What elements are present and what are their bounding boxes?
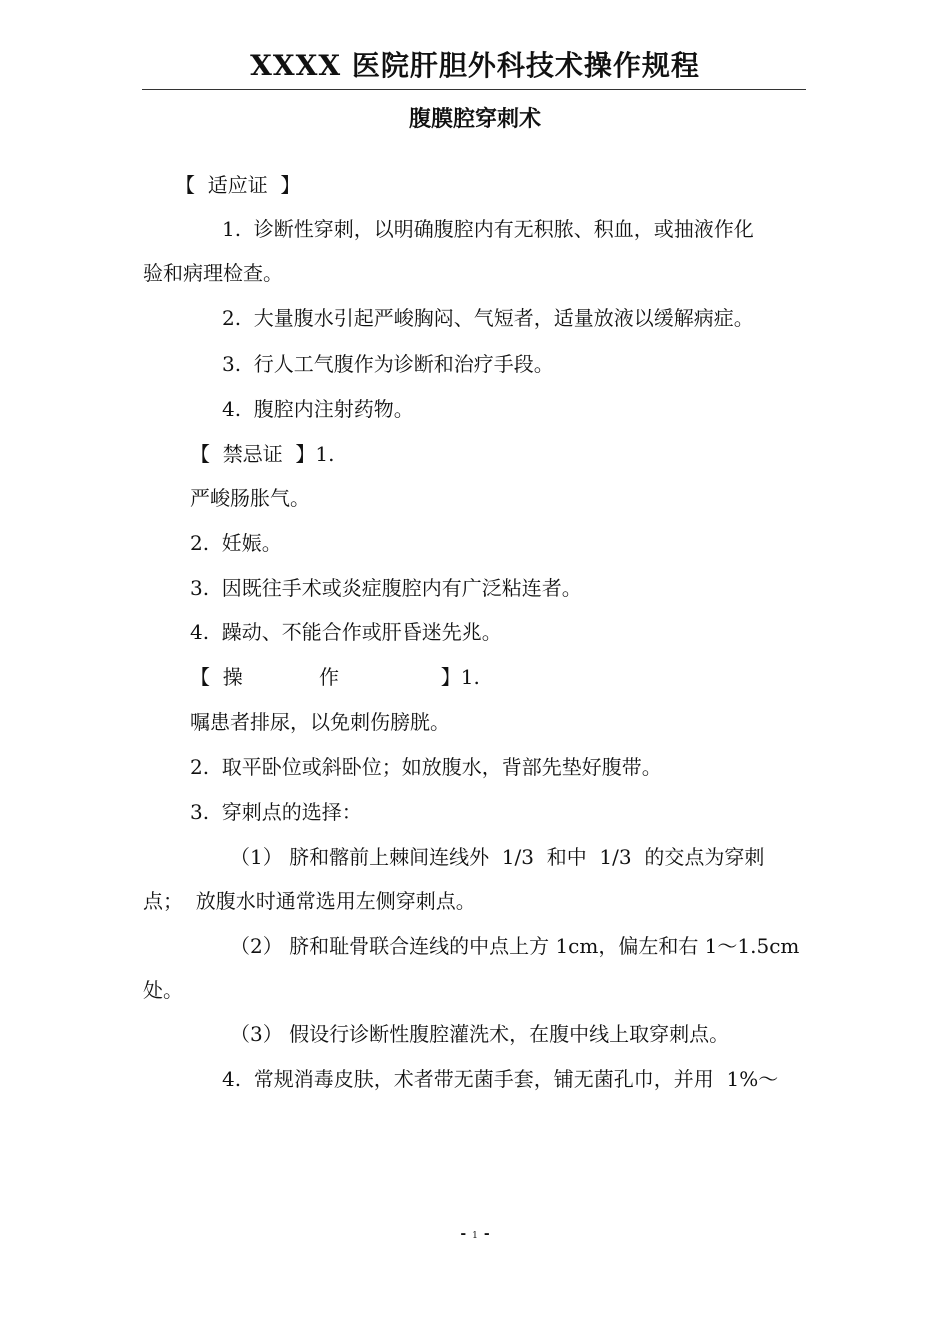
page-footer — [0, 1226, 950, 1242]
indication-item-1-continued: 验和病理检查。 — [143, 261, 283, 285]
indication-item-1: 1. 诊断性穿刺，以明确腹腔内有无积脓、积血，或抽液作化 — [222, 217, 754, 241]
section-heading-contraindications: 【 禁忌证 】1. — [190, 442, 335, 466]
section-heading-indications: 【 适应证 】 — [175, 173, 301, 197]
contraindication-item-2: 2. 妊娠。 — [190, 531, 282, 555]
footer-dash-right: - — [483, 1226, 490, 1242]
footer-dash-left: - — [460, 1226, 467, 1242]
document-title: 腹膜腔穿刺术 — [408, 106, 541, 132]
indication-item-2: 2. 大量腹水引起严峻胸闷、气短者，适量放液以缓解病症。 — [222, 306, 754, 330]
contraindication-item-3: 3. 因既往手术或炎症腹腔内有广泛粘连者。 — [190, 576, 582, 600]
procedure-item-2: 2. 取平卧位或斜卧位；如放腹水，背部先垫好腹带。 — [190, 755, 662, 779]
indication-item-4: 4. 腹腔内注射药物。 — [222, 397, 414, 421]
puncture-site-option-1-continued: 点； 放腹水时通常选用左侧穿刺点。 — [143, 889, 476, 913]
page-number: 1 — [472, 1231, 478, 1241]
contraindication-item-4: 4. 躁动、不能合作或肝昏迷先兆。 — [190, 620, 502, 644]
section-heading-procedure: 【 操 作 】1. — [190, 665, 480, 689]
puncture-site-option-3: （3） 假设行诊断性腹腔灌洗术，在腹中线上取穿刺点。 — [230, 1022, 730, 1046]
header-divider — [142, 89, 806, 90]
puncture-site-option-2: （2） 脐和耻骨联合连线的中点上方 1cm，偏左和右 1～1.5cm — [230, 934, 800, 958]
indication-item-3: 3. 行人工气腹作为诊断和治疗手段。 — [222, 352, 554, 376]
contraindication-item-1: 严峻肠胀气。 — [190, 486, 310, 510]
procedure-item-4: 4. 常规消毒皮肤，术者带无菌手套，铺无菌孔巾，并用 1%～ — [222, 1067, 779, 1091]
page-header-title: XXXX 医院肝胆外科技术操作规程 — [250, 49, 700, 82]
procedure-item-1: 嘱患者排尿，以免刺伤膀胱。 — [190, 710, 450, 734]
puncture-site-option-2-continued: 处。 — [143, 978, 183, 1002]
procedure-item-3: 3. 穿刺点的选择： — [190, 800, 362, 824]
puncture-site-option-1: （1） 脐和髂前上棘间连线外 1/3 和中 1/3 的交点为穿刺 — [230, 845, 765, 869]
